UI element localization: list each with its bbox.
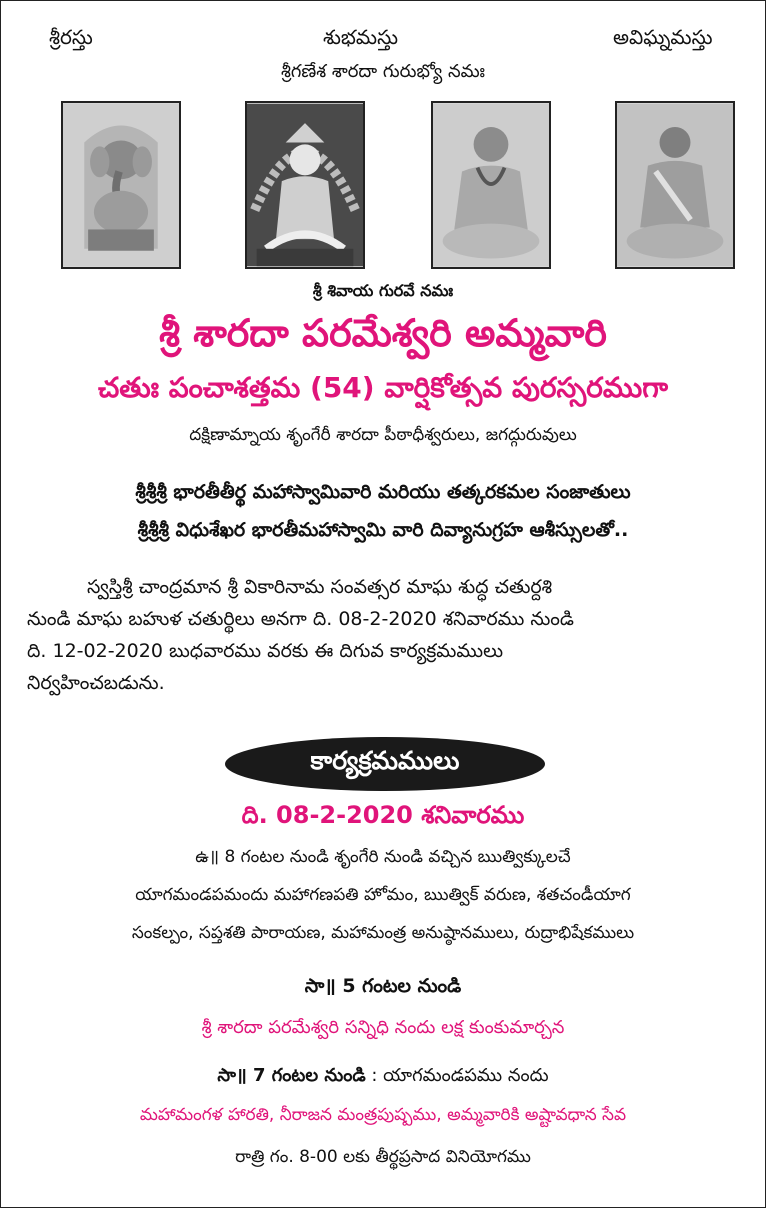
- main-title: శ్రీ శారదా పరమేశ్వరి అమ్మవారి: [159, 311, 607, 355]
- blessing-left: శ్రీరస్తు: [49, 25, 93, 49]
- morning-line-1: ఉ॥ 8 గంటల నుండి శృంగేరి నుండి వచ్చిన ఋత్విక్కులచే: [195, 847, 571, 867]
- program-date: ది. 08-2-2020 శనివారము: [241, 801, 525, 829]
- evening7-desc: మహామంగళ హారతి, నీరాజన మంత్రపుష్పము, అమ్మవారికి అష్టావధాన సేవ: [139, 1105, 627, 1125]
- blessing-center: శుభమస్తు: [323, 25, 399, 49]
- young-swamiji-photo: [615, 101, 735, 269]
- swamiji-line-1: శ్రీశ్రీశ్రీ భారతీతీర్థ మహాస్వామివారి మరియు తత్కరకమల సంజాతులు: [135, 481, 631, 503]
- morning-line-3: సంకల్పం, సప్తశతి పారాయణ, మహామంత్ర అనుష్ఠానములు, రుద్రాభిషేకములు: [131, 923, 635, 943]
- intro-line-3: ది. 12-02-2020 బుధవారము వరకు ఈ దిగువ కార్యక్రమములు: [27, 640, 504, 662]
- prasadam-line: రాత్రి గం. 8-00 లకు తీర్థప్రసాద వినియోగము: [235, 1147, 531, 1167]
- seated-swamiji-photo: [431, 101, 551, 269]
- intro-line-4: నిర్వహించబడును.: [27, 672, 165, 694]
- shiva-invocation: శ్రీ శివాయ గురవే నమః: [312, 281, 454, 300]
- peetham-line: దక్షిణామ్నాయ శృంగేరీ శారదా పీఠాధీశ్వరులు, జగద్గురువులు: [189, 425, 577, 445]
- evening5-time: సా॥ 5 గంటల నుండి: [304, 975, 462, 997]
- deity-photos-row: [1, 101, 765, 273]
- evening7-time: సా॥ 7 గంటల నుండి: [217, 1065, 366, 1086]
- intro-line-2: నుండి మాఘ బహుళ చతుర్థిలు అనగా ది. 08-2-2020 శనివారము నుండి: [27, 608, 574, 630]
- goddess-idol-icon: [247, 103, 363, 267]
- evening7-line: [1, 1065, 765, 1090]
- seated-saint-icon: [617, 103, 733, 267]
- intro-line-1: స్వస్తిశ్రీ చాంద్రమాన శ్రీ వికారినామ సంవత్సర మాఘ శుద్ధ చతుర్దశి: [87, 576, 553, 598]
- programs-heading-pill: [225, 737, 545, 791]
- blessings-row: [1, 25, 765, 59]
- intro-paragraph: [27, 571, 739, 699]
- evening7-place: : యాగమండపము నందు: [365, 1065, 549, 1086]
- blessing-right: అవిఘ్నమస్తు: [613, 25, 713, 49]
- seated-saint-icon: [433, 103, 549, 267]
- ganesha-idol-photo: [61, 101, 181, 269]
- sharada-devi-photo: [245, 101, 365, 269]
- swamiji-line-2: శ్రీశ్రీశ్రీ విధుశేఖర భారతీమహాస్వామి వారి దివ్యానుగ్రహ ఆశీస్సులతో..: [137, 519, 629, 541]
- ganesha-idol-icon: [63, 103, 179, 267]
- anniversary-subtitle: చతుః పంచాశత్తమ (54) వార్షికోత్సవ పురస్సరముగా: [97, 371, 669, 404]
- ganesha-invocation: శ్రీగణేశ శారదా గురుభ్యో నమః: [281, 61, 485, 82]
- programs-heading: కార్యక్రమములు: [310, 746, 460, 775]
- evening5-desc: శ్రీ శారదా పరమేశ్వరి సన్నిధి నందు లక్ష కుంకుమార్చన: [201, 1017, 565, 1038]
- morning-line-2: యాగమండపమందు మహాగణపతి హోమం, ఋత్విక్ వరుణ, శతచండీయాగ: [135, 885, 631, 905]
